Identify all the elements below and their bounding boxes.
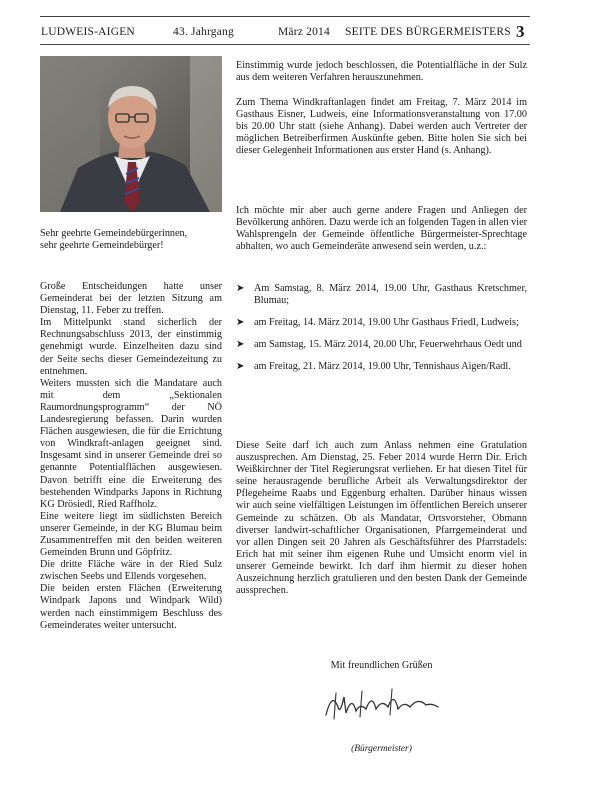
header-date: März 2014 — [278, 26, 330, 38]
paragraph: Weiters mussten sich die Mandatare auch mit dem „Sektionalen Raumordnungsprogramm“ der NÖ Landesregierung befassen. Darin wurden Flächen ausgewiesen, die für die Errichtung von Windkraft-anlagen geeignet sind. Insgesamt sind in unserer Gemeinde drei so genannte Potentialflächen ausgewiesen. Davon betrifft eine die Erweiterung des bestehenden Windparks Japons in Richtung KG Drösiedl, Ried Raffholz. — [40, 377, 222, 510]
page-header — [40, 22, 530, 44]
arrowhead-bullet-icon: ➤ — [236, 361, 245, 373]
arrowhead-bullet-icon: ➤ — [236, 283, 245, 294]
salutation — [40, 228, 222, 252]
salutation-line-1: Sehr geehrte Gemeindebürgerinnen, — [40, 228, 188, 239]
header-rule-bottom — [40, 44, 530, 45]
right-paragraph-1: Einstimmig wurde jedoch beschlossen, die Potentialfläche in der Sulz aus dem weiteren Verfahren herauszunehmen. — [236, 60, 527, 84]
list-item-text: Am Samstag, 8. März 2014, 19.00 Uhr, Gasthaus Kretschmer, Blumau; — [254, 283, 527, 307]
signature-image — [322, 685, 442, 723]
salutation-line-2: sehr geehrte Gemeindebürger! — [40, 240, 164, 252]
list-item — [236, 361, 527, 373]
mayor-portrait-photo — [40, 56, 222, 212]
list-item-text: am Freitag, 21. März 2014, 19.00 Uhr, Tennishaus Aigen/Radl. — [254, 361, 511, 373]
closing-greeting: Mit freundlichen Grüßen — [330, 660, 433, 671]
header-section-title: SEITE DES BÜRGERMEISTERS — [345, 26, 511, 38]
header-town: LUDWEIS-AIGEN — [41, 26, 135, 38]
page-number: 3 — [516, 22, 525, 41]
list-item — [236, 339, 527, 351]
office-hours-list — [236, 283, 527, 383]
list-item — [236, 283, 527, 307]
arrowhead-bullet-icon: ➤ — [236, 317, 245, 329]
paragraph: Große Entscheidungen hatte unser Gemeinderat bei der letzten Sitzung am Dienstag, 11. Feber zu treffen. — [40, 281, 222, 317]
right-paragraph-3: Ich möchte mir aber auch gerne andere Fragen und Anliegen der Bevölkerung anhören. Dazu werde ich an folgenden Tagen in allen vier Wahlsprengeln der Gemeinde öffentliche Bürgermeister-Sprechtage abhalten, wo auch Gemeinderäte anwesend sein werden, u.z.: — [236, 205, 527, 253]
right-paragraph-2: Zum Thema Windkraftanlagen findet am Freitag, 7. März 2014 im Gasthaus Eisner, Ludweis, eine Informationsveranstaltung von 17.00 bis 20.00 Uhr statt (siehe Anhang). Dabei werden auch Vertreter der möglichen Betreiberfirmen Auskünfte geben. Bitte holen Sie sich bei dieser Gelegenheit Informationen aus erster Hand (s. Anhang). — [236, 97, 527, 157]
list-item-text: am Samstag, 15. März 2014, 20.00 Uhr, Feuerwehrhaus Oedt und — [254, 339, 522, 351]
signature-caption: (Bürgermeister) — [351, 744, 412, 754]
header-rule-top — [40, 16, 530, 17]
right-paragraph-4: Diese Seite darf ich auch zum Anlass nehmen eine Gratulation auszusprechen. Am Dienstag, 25. Feber 2014 wurde Herrn Dir. Erich Weißkirchner der Titel Regierungsrat verliehen. Er hat diesen Titel für seine herausragende berufliche Arbeit als Verwaltungsdirektor der Pflegeheime Raabs und Eggenburg erhalten. Darüber hinaus wissen wir auch seine vielfältigen Leistungen im öffentlichen Bereich unserer Gemeinde zu schätzen. Ob als Mandatar, Ortsvorsteher, Obmann diverser landwirt-schaftlicher Organisationen, Pfarrgemeinderat und vor allen Dingen seit 20 Jahren als Geschäftsführer des Pfarrstadels: Erich hat mit seiner ihm eigenen Ruhe und Umsicht enorm viel in unserer Gemeinde bewirkt. Ich darf ihm hiermit zu dieser hohen Auszeichnung herzlich gratulieren und den besten Dank der Gemeinde aussprechen. — [236, 440, 527, 597]
header-volume: 43. Jahrgang — [173, 26, 234, 38]
paragraph: Die beiden ersten Flächen (Erweiterung Windpark Japons und Windpark Wild) werden nach einstimmigem Beschluss des Gemeinderates weiter untersucht. — [40, 583, 222, 631]
arrowhead-bullet-icon: ➤ — [236, 339, 245, 351]
paragraph: Die dritte Fläche wäre in der Ried Sulz zwischen Seebs und Ellends vorgesehen. — [40, 559, 222, 583]
list-item-text: am Freitag, 14. März 2014, 19.00 Uhr Gasthaus Friedl, Ludweis; — [254, 317, 519, 329]
paragraph: Im Mittelpunkt stand sicherlich der Rechnungsabschluss 2013, der einstimmig genehmigt wurde. Einzelheiten dazu sind der Seite sechs dieser Gemeindezeitung zu entnehmen. — [40, 317, 222, 377]
paragraph: Eine weitere liegt im südlichsten Bereich unserer Gemeinde, in der KG Blumau beim Zusammentreffen mit den beiden weiteren Gemeinden Brunn und Göpfritz. — [40, 510, 222, 559]
list-item — [236, 317, 527, 329]
left-column-text — [40, 281, 222, 632]
